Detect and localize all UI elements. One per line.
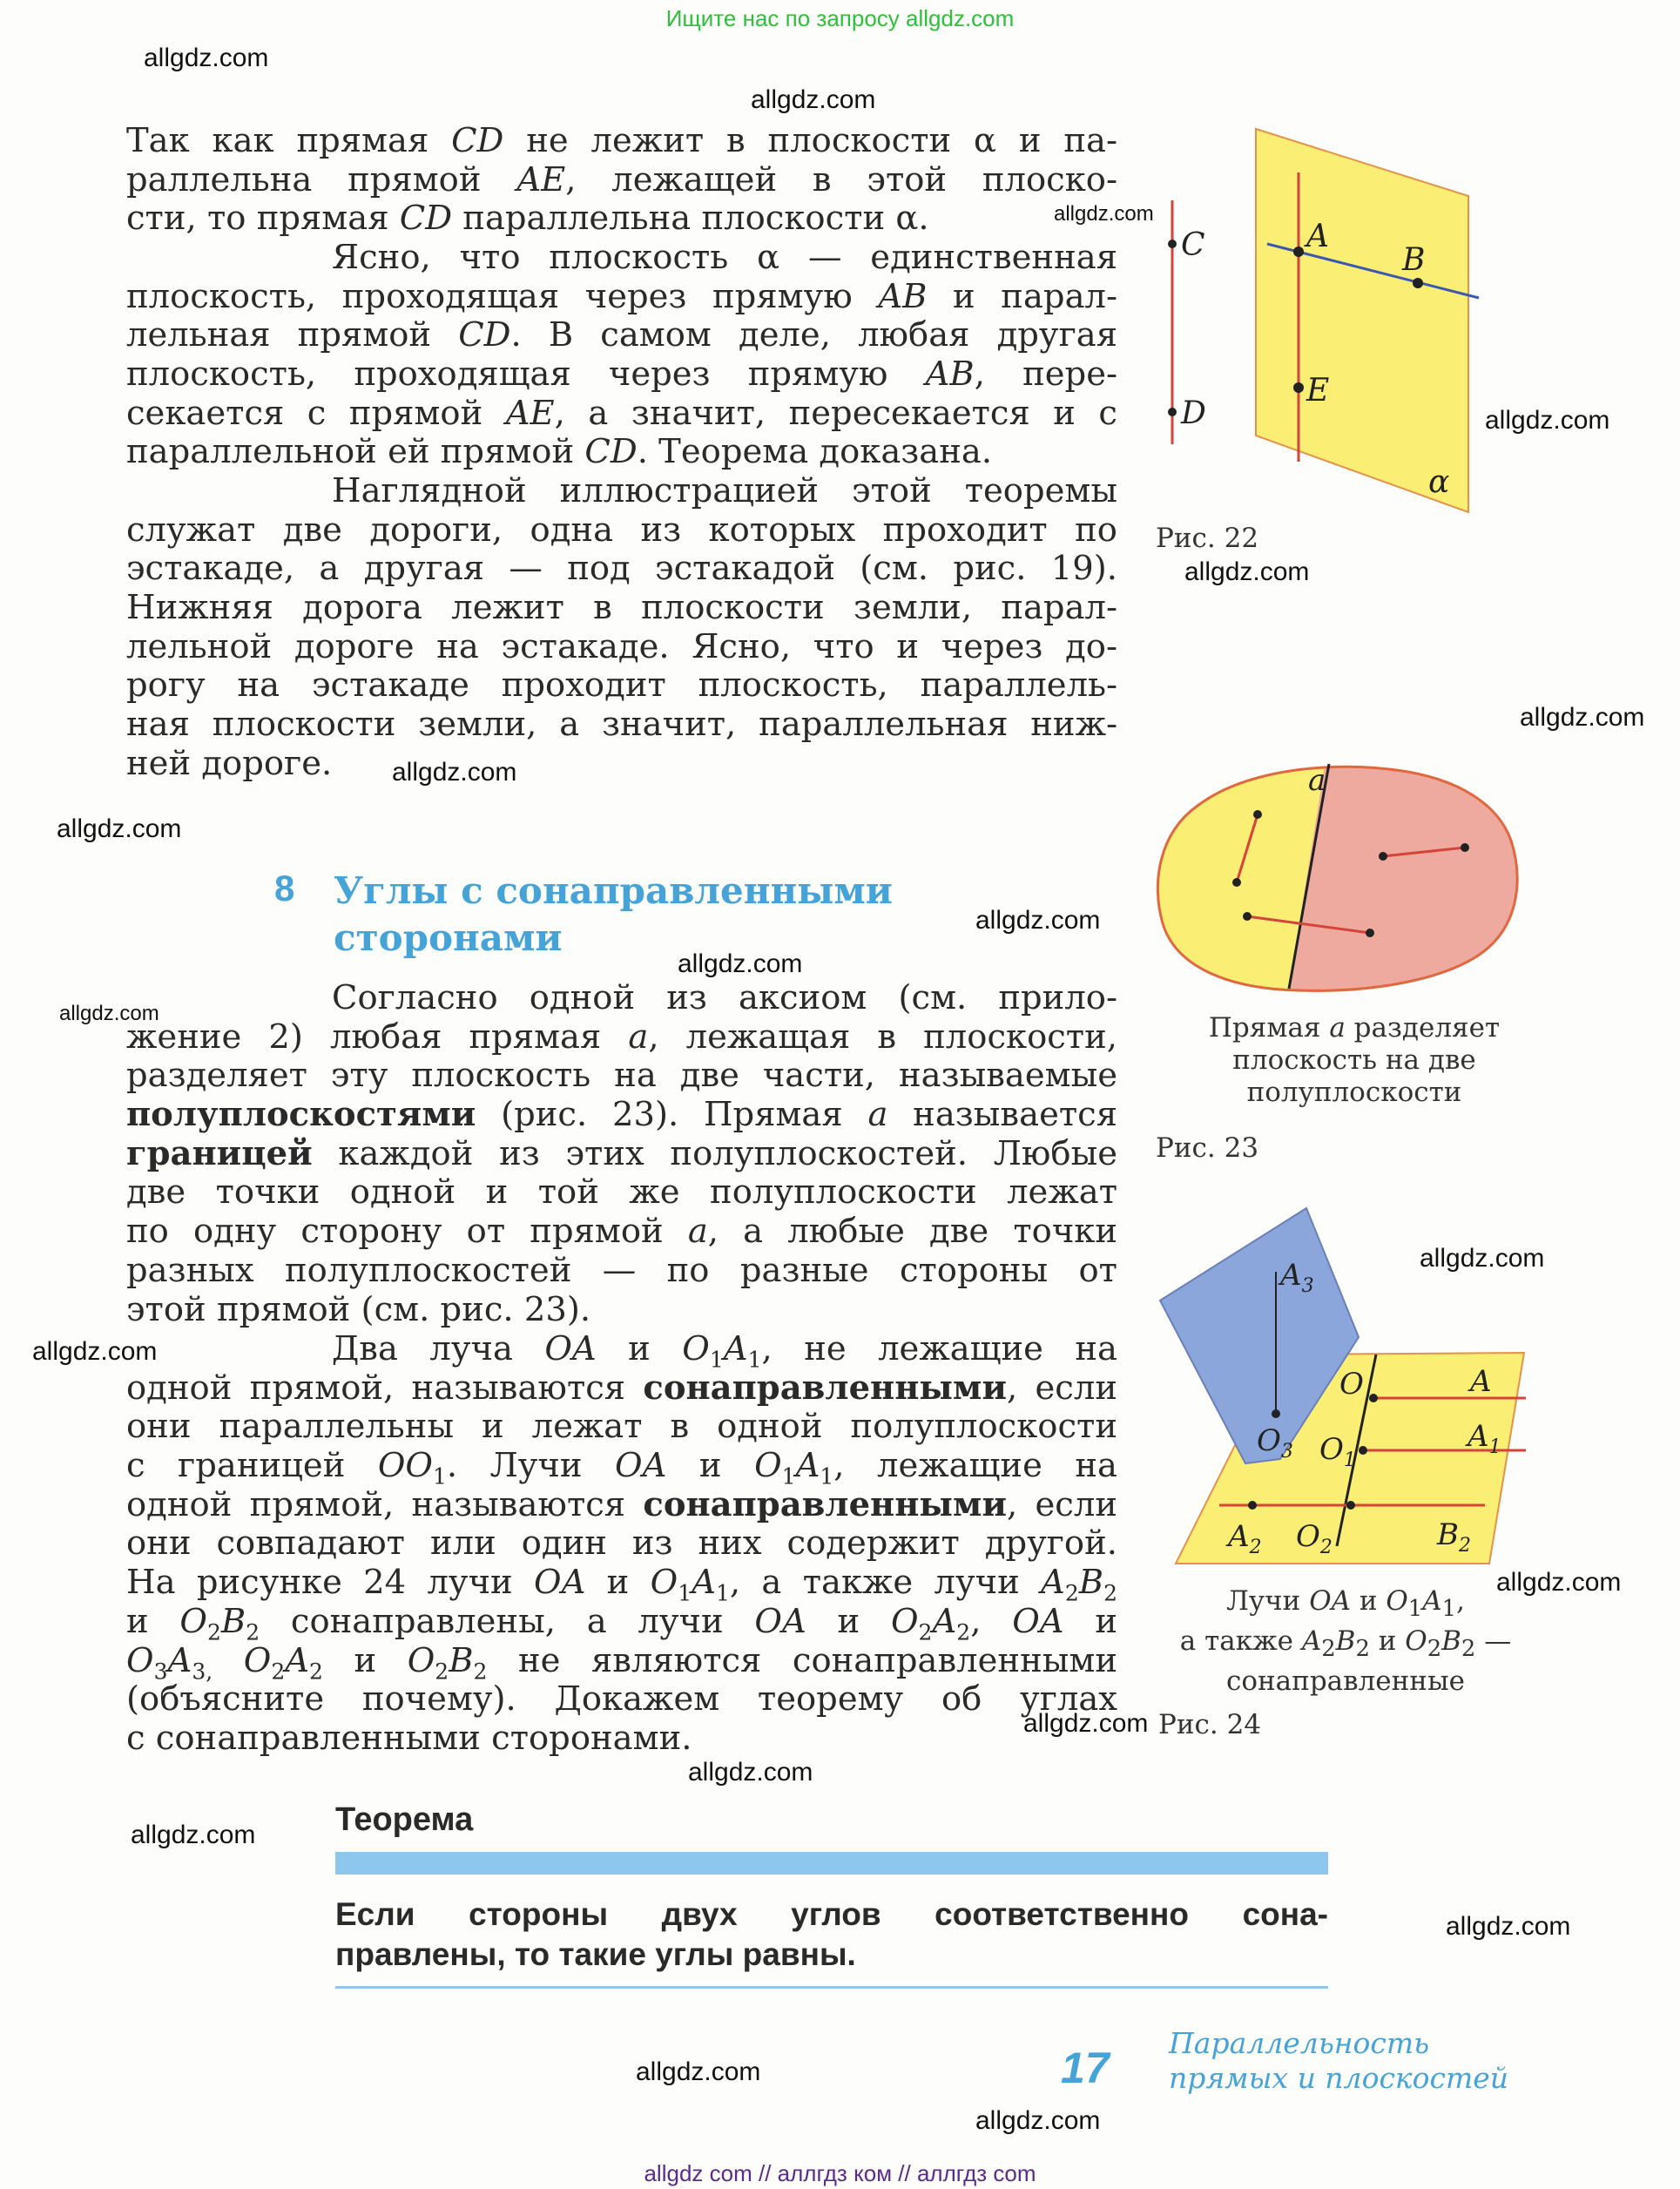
- text-line: (объясните почему). Докажем теорему об углах: [126, 1679, 1117, 1719]
- text-line: плоскость, проходящая через прямую AB, пере-: [126, 355, 1117, 395]
- watermark: allgdz.com: [1485, 406, 1610, 435]
- paragraph-3: [126, 472, 1117, 784]
- text-line: ная плоскости земли, а значит, параллельная ниж-: [126, 705, 1117, 745]
- text-line: этой прямой (см. рис. 23).: [126, 1289, 591, 1329]
- text-line: плоскость, проходящая через прямую AB и парал-: [126, 276, 1117, 316]
- running-title: [1169, 2026, 1508, 2096]
- figure-23: [1150, 753, 1533, 1006]
- watermark: allgdz.com: [678, 949, 803, 978]
- watermark: allgdz.com: [975, 2106, 1101, 2135]
- text-line: границей каждой из этих полуплоскостей. Любые: [126, 1133, 1117, 1173]
- point-d: [1168, 408, 1177, 416]
- figure-24-caption: Рис. 24: [1158, 1709, 1262, 1740]
- watermark: allgdz.com: [1496, 1568, 1622, 1597]
- label-o: O: [1339, 1367, 1364, 1402]
- theorem-line: правлены, то такие углы равны.: [335, 1936, 856, 1972]
- section-title-line: Углы с сонаправленными: [334, 869, 893, 912]
- text-line: $O_3A_{3,}$ $O_2A_2$ и $O_2B_2$ не являются сонаправленными: [126, 1640, 1117, 1685]
- theorem-bar: [335, 1852, 1328, 1875]
- label-o2: $O_2$: [1296, 1519, 1333, 1558]
- point: [1366, 929, 1374, 937]
- running-title-line: Параллельность: [1169, 2026, 1430, 2060]
- label-o3: $O_3$: [1257, 1423, 1293, 1463]
- point-e: [1293, 382, 1304, 393]
- paragraph-1: [126, 122, 1117, 239]
- text-line: Наглядной иллюстрацией этой теоремы: [332, 471, 1117, 510]
- text-line: служат две дороги, одна из которых проходит по: [126, 510, 1117, 550]
- figure-23-caption: Рис. 23: [1156, 1132, 1259, 1164]
- paragraph-4: [126, 979, 1117, 1329]
- point-o2: [1346, 1501, 1355, 1510]
- label-d: D: [1181, 395, 1206, 431]
- text-line: с сонаправленными сторонами.: [126, 1718, 692, 1758]
- label-b: B: [1402, 242, 1426, 278]
- section-title: [334, 868, 893, 962]
- point: [1243, 912, 1252, 921]
- watermark: allgdz.com: [32, 1337, 158, 1366]
- watermark: allgdz.com: [1420, 1244, 1545, 1273]
- watermark: allgdz.com: [59, 1002, 159, 1025]
- watermark: allgdz.com: [144, 44, 269, 72]
- text-line: эстакаде, а другая — под эстакадой (см. рис. 19).: [126, 549, 1117, 589]
- text-line: разных полуплоскостей — по разные стороны от: [126, 1250, 1117, 1290]
- point-a2: [1248, 1501, 1257, 1510]
- paragraph-5: [126, 1330, 1117, 1759]
- theorem-underline: [335, 1986, 1328, 1989]
- text-line: Согласно одной из аксиом (см. прило-: [332, 978, 1117, 1017]
- text-line: одной прямой, называются сонаправленными, если: [126, 1484, 1117, 1524]
- text-line: с границей $OO_1$. Лучи OA и $O_1A_1$, лежащие на: [126, 1446, 1117, 1490]
- theorem-text: [335, 1895, 1328, 1975]
- bottom-banner[interactable]: allgdz com // аллгдз ком // аллгдз com: [644, 2160, 1036, 2186]
- text-line: рогу на эстакаде проходит плоскость, параллель-: [126, 665, 1117, 706]
- point-o1: [1359, 1446, 1367, 1455]
- watermark: allgdz.com: [688, 1758, 813, 1787]
- watermark: allgdz.com: [131, 1821, 256, 1849]
- label-a: A: [1470, 1364, 1492, 1399]
- text-line: Два луча OA и $O_1A_1$, не лежащие на: [332, 1329, 1117, 1373]
- text-line: лельная прямой CD. В самом деле, любая другая: [126, 315, 1118, 355]
- section-number: 8: [274, 868, 295, 909]
- text-line: параллельной ей прямой CD. Теорема доказана.: [126, 432, 993, 472]
- figure-24-description: [1154, 1585, 1537, 1698]
- section-title-line: сторонами: [334, 916, 563, 959]
- description-line: Прямая a разделяет: [1208, 1012, 1501, 1044]
- text-line: они параллельны и лежат в одной полуплоскости: [126, 1407, 1117, 1447]
- text-line: секается с прямой AE, а значит, пересекается и с: [126, 393, 1117, 433]
- watermark: allgdz.com: [1054, 202, 1154, 226]
- description-line: а также $A_2B_2$ и $O_2B_2$ —: [1179, 1625, 1512, 1663]
- label-b2: $B_2$: [1437, 1517, 1471, 1557]
- text-line: одной прямой, называются сонаправленными, если: [126, 1368, 1117, 1408]
- watermark: allgdz.com: [975, 906, 1101, 935]
- description-line: полуплоскости: [1246, 1077, 1462, 1108]
- description-line: плоскость на две: [1232, 1044, 1476, 1076]
- point-o: [1369, 1394, 1378, 1402]
- text-line: они совпадают или один из них содержит другой.: [126, 1524, 1117, 1564]
- watermark: allgdz.com: [1446, 1912, 1571, 1941]
- watermark: allgdz.com: [57, 814, 182, 843]
- label-a2: $A_2$: [1228, 1519, 1262, 1558]
- description-line: Лучи OA и $O_1A_1$,: [1226, 1585, 1465, 1623]
- point: [1253, 810, 1262, 819]
- point: [1461, 843, 1469, 852]
- text-line: по одну сторону от прямой a, а любые две точки: [126, 1212, 1117, 1252]
- text-line: раллельна прямой AE, лежащей в этой плоско-: [126, 159, 1117, 199]
- text-line: Ясно, что плоскость α — единственная: [332, 238, 1117, 277]
- plane-alpha: [1256, 129, 1468, 512]
- label-alpha: α: [1428, 464, 1450, 500]
- text-line: лельной дороге на эстакаде. Ясно, что и через до-: [126, 626, 1117, 666]
- point-b: [1413, 278, 1423, 288]
- watermark: allgdz.com: [636, 2057, 761, 2086]
- text-line: сти, то прямая CD параллельна плоскости α.: [126, 199, 929, 239]
- watermark: allgdz.com: [1520, 703, 1645, 732]
- text-line: На рисунке 24 лучи OA и $O_1A_1$, а также лучи $A_2B_2$: [126, 1563, 1117, 1606]
- theorem-line: Если стороны двух углов соответственно сона-: [335, 1896, 1328, 1932]
- label-a: A: [1306, 219, 1329, 254]
- point-c: [1168, 240, 1177, 248]
- top-banner[interactable]: Ищите нас по запросу allgdz.com: [665, 5, 1015, 31]
- point: [1232, 878, 1241, 887]
- text-line: Нижняя дорога лежит в плоскости земли, парал-: [126, 588, 1117, 628]
- label-a: a: [1308, 763, 1326, 798]
- description-line: сонаправленные: [1226, 1665, 1465, 1698]
- text-line: ней дороге.: [126, 743, 333, 783]
- figure-22-caption: Рис. 22: [1156, 523, 1259, 554]
- label-c: C: [1181, 227, 1205, 263]
- watermark: allgdz.com: [1023, 1709, 1149, 1738]
- figure-22: [1150, 113, 1515, 523]
- figure-24: [1150, 1198, 1533, 1581]
- watermark: allgdz.com: [1184, 557, 1310, 586]
- text-line: и $O_2B_2$ сонаправлены, а лучи OA и $O_2A_2$, OA и: [126, 1601, 1117, 1645]
- page-number: 17: [1061, 2044, 1110, 2092]
- label-a1: $A_1$: [1467, 1419, 1501, 1458]
- watermark: allgdz.com: [392, 758, 517, 787]
- text-line: две точки одной и той же полуплоскости лежат: [126, 1172, 1117, 1213]
- figure-23-description: [1163, 1012, 1546, 1109]
- label-a3: $A_3$: [1280, 1258, 1314, 1297]
- text-line: разделяет эту плоскость на две части, называемые: [126, 1056, 1117, 1096]
- text-line: жение 2) любая прямая a, лежащая в плоскости,: [126, 1017, 1118, 1057]
- point: [1379, 852, 1387, 861]
- label-e: E: [1306, 373, 1330, 409]
- text-line: Так как прямая CD не лежит в плоскости α и па-: [126, 121, 1117, 160]
- running-title-line: прямых и плоскостей: [1169, 2061, 1509, 2095]
- text-line: полуплоскостями (рис. 23). Прямая a называется: [126, 1095, 1117, 1135]
- watermark: allgdz.com: [751, 85, 876, 114]
- theorem-label: Теорема: [335, 1801, 474, 1838]
- label-o1: $O_1$: [1319, 1432, 1356, 1471]
- paragraph-2: [126, 239, 1117, 472]
- point-o3: [1272, 1409, 1280, 1418]
- point-a: [1293, 247, 1304, 257]
